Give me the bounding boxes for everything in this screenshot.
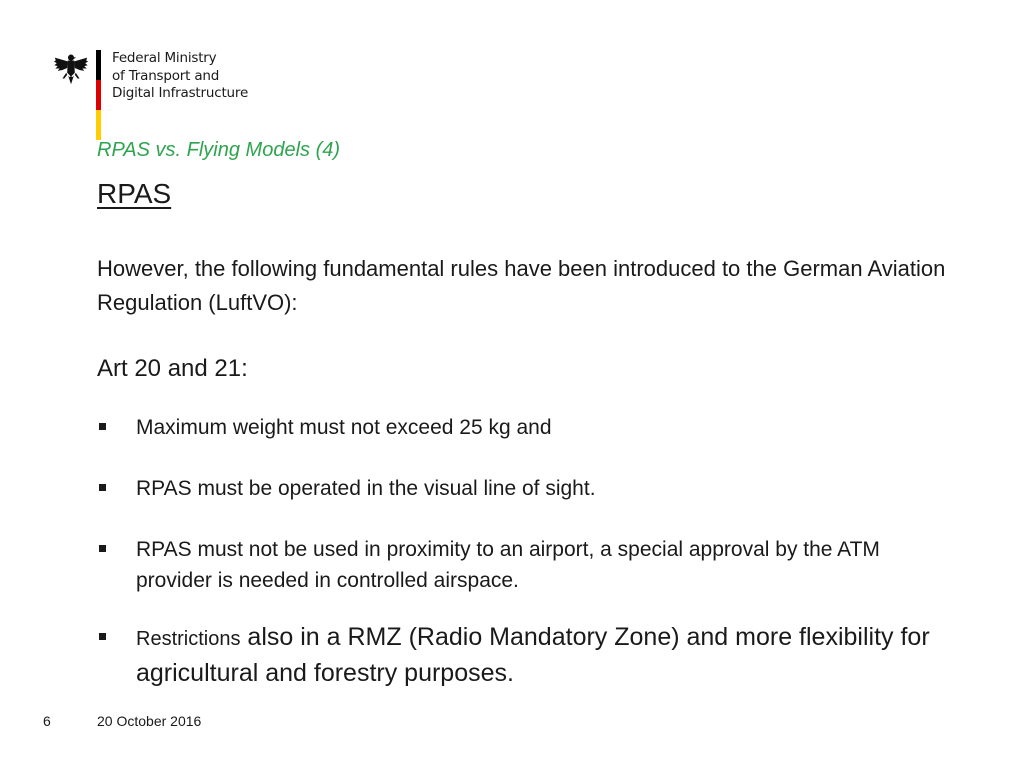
article-heading: Art 20 and 21:	[97, 355, 248, 382]
ministry-name	[112, 50, 248, 103]
list-item-text-small: Restrictions	[136, 628, 241, 650]
list-item	[97, 620, 957, 690]
list-item	[97, 473, 957, 504]
square-bullet-icon	[99, 484, 106, 491]
slide-title: RPAS	[97, 178, 172, 209]
flag-stripe-red	[96, 80, 101, 110]
ministry-name-line-1: Federal Ministry	[112, 50, 217, 66]
list-item-text: RPAS must not be used in proximity to an airport, a special approval by the ATM provider is needed in controlled airspace.	[136, 538, 880, 592]
ministry-name-line-2: of Transport and	[112, 67, 220, 84]
square-bullet-icon	[99, 545, 106, 552]
square-bullet-icon	[99, 423, 106, 430]
list-item-text: also in a RMZ (Radio Mandatory Zone) and more flexibility for agricultural and forestry purposes.	[136, 623, 930, 687]
rules-list	[97, 412, 957, 720]
flag-stripe-black	[96, 50, 101, 80]
footer-date: 20 October 2016	[97, 713, 202, 729]
list-item-text: RPAS must be operated in the visual line of sight.	[136, 477, 596, 500]
flag-stripe-gold	[96, 110, 101, 140]
page-number: 6	[43, 713, 51, 729]
list-item	[97, 534, 957, 596]
german-flag-bar	[96, 50, 101, 140]
list-item-text: Maximum weight must not exceed 25 kg and	[136, 416, 552, 439]
list-item	[97, 412, 957, 443]
square-bullet-icon	[99, 633, 106, 640]
federal-eagle-icon	[52, 50, 90, 88]
intro-paragraph: However, the following fundamental rules have been introduced to the German Aviation Regulation (LuftVO):	[97, 256, 946, 315]
slide-subtitle: RPAS vs. Flying Models (4)	[97, 139, 341, 161]
ministry-name-line-3: Digital Infrastructure	[112, 85, 249, 101]
